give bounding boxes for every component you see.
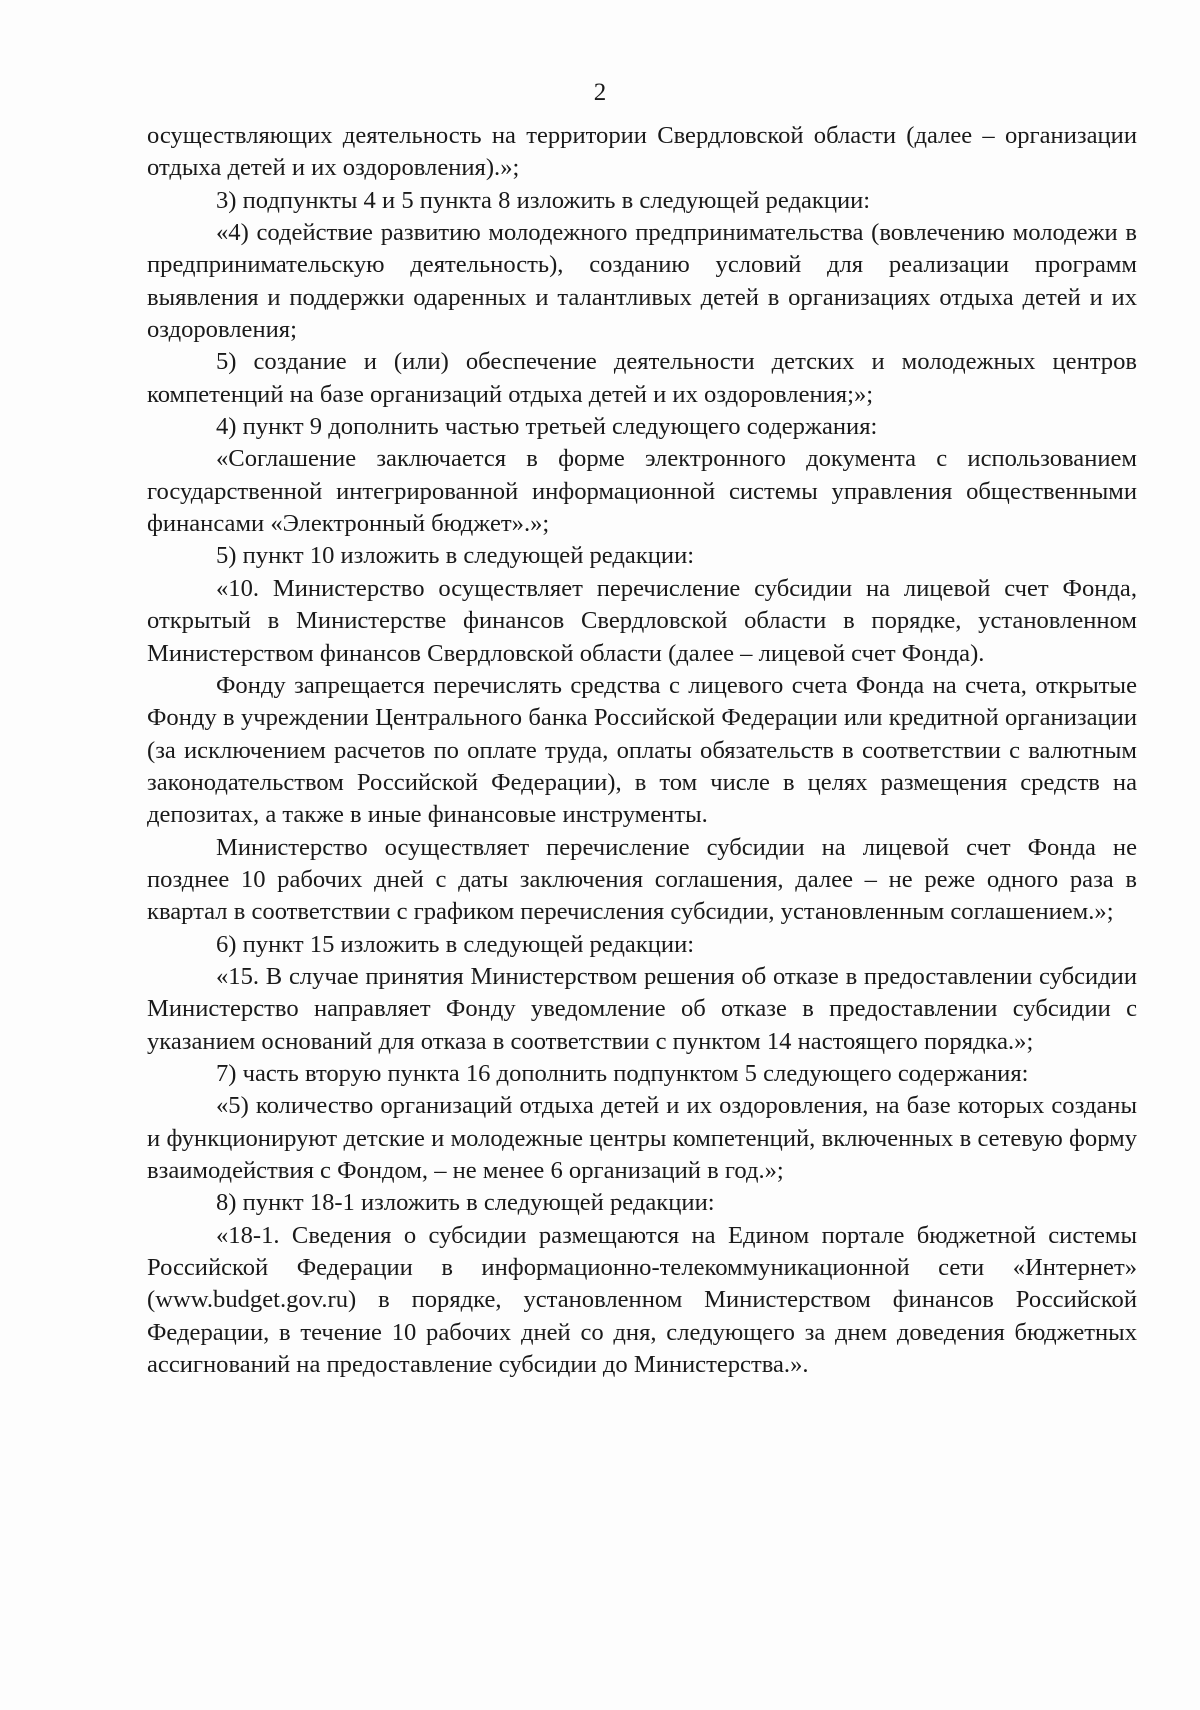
paragraph-agreement: «Соглашение заключается в форме электронного документа с использованием государственной интегрированной информационной системы управления общественными финансами «Электронный бюджет».»; <box>147 445 1137 538</box>
page-number: 2 <box>593 79 607 106</box>
paragraph-clause-15: «15. В случае принятия Министерством решения об отказе в предоставлении субсидии Министерство направляет Фонду уведомление об отказе в предоставлении субсидии с указанием оснований для отказа в соответствии с пунктом 14 настоящего порядка.»; <box>147 962 1137 1055</box>
paragraph-subitem-4: «4) содействие развитию молодежного предпринимательства (вовлечению молодежи в предпринимательскую деятельность), созданию условий для реализации программ выявления и поддержки одаренных и талантливых детей в организациях отдыха детей и их оздоровления; <box>147 219 1137 344</box>
paragraph-item-3: 3) подпункты 4 и 5 пункта 8 изложить в следующей редакции: <box>216 186 871 214</box>
paragraph-clause-18-1: «18-1. Сведения о субсидии размещаются на Едином портале бюджетной системы Российской Федерации в информационно-телекоммуникационной сети «Интернет» (www.budget.gov.ru) в порядке, установленном Министерством финансов Российской Федерации, в течение 10 рабочих дней со дня, следующего за днем доведения бюджетных ассигнований на предоставление субсидии до Министерства.». <box>147 1221 1137 1379</box>
paragraph-continuation: осуществляющих деятельность на территории Свердловской области (далее – организации отдыха детей и их оздоровления).»; <box>147 122 1137 182</box>
paragraph-subitem-5-quantity: «5) количество организаций отдыха детей и их оздоровления, на базе которых созданы и функционируют детские и молодежные центры компетенций, включенных в сетевую форму взаимодействия с Фондом, – не менее 6 организаций в год.»; <box>147 1092 1137 1184</box>
document-body <box>147 120 1137 1381</box>
paragraph-item-8: 8) пункт 18-1 изложить в следующей редакции: <box>216 1189 715 1217</box>
paragraph-subitem-5: 5) создание и (или) обеспечение деятельности детских и молодежных центров компетенций на базе организаций отдыха детей и их оздоровления;»; <box>147 348 1137 408</box>
paragraph-clause-10: «10. Министерство осуществляет перечисление субсидии на лицевой счет Фонда, открытый в Министерстве финансов Свердловской области в порядке, установленном Министерством финансов Свердловской области (далее – лицевой счет Фонда). <box>147 574 1137 667</box>
paragraph-item-6: 6) пункт 15 изложить в следующей редакции: <box>216 930 695 958</box>
paragraph-ministry-transfer: Министерство осуществляет перечисление субсидии на лицевой счет Фонда не позднее 10 рабочих дней с даты заключения соглашения, далее – не реже одного раза в квартал в соответствии с графиком перечисления субсидии, установленным соглашением.»; <box>147 833 1137 926</box>
paragraph-item-5: 5) пункт 10 изложить в следующей редакции: <box>216 542 695 570</box>
paragraph-fund-prohibition: Фонду запрещается перечислять средства с лицевого счета Фонда на счета, открытые Фонду в учреждении Центрального банка Российской Федерации или кредитной организации (за исключением расчетов по оплате труда, оплаты обязательств в соответствии с валютным законодательством Российской Федерации), в том числе в целях размещения средств на депозитах, а также в иные финансовые инструменты. <box>147 671 1137 829</box>
paragraph-item-7: 7) часть вторую пункта 16 дополнить подпунктом 5 следующего содержания: <box>216 1059 1029 1087</box>
paragraph-item-4: 4) пункт 9 дополнить частью третьей следующего содержания: <box>216 413 878 441</box>
